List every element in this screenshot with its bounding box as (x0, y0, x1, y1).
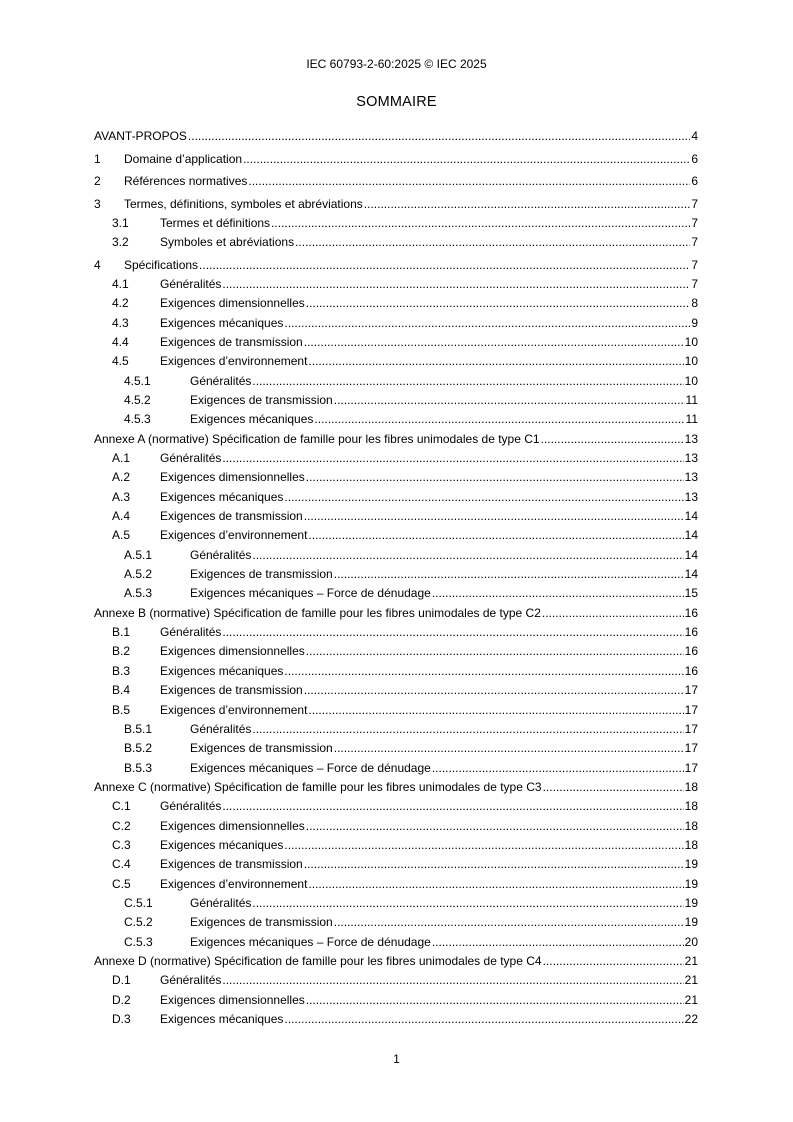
toc-leader-dots (432, 761, 684, 775)
toc-leader-dots (295, 235, 690, 249)
toc-entry-label: Exigences mécaniques (160, 1012, 284, 1026)
toc-entry-page: 10 (684, 354, 698, 369)
toc-entry[interactable] (94, 717, 698, 736)
document-header: IEC 60793-2-60:2025 © IEC 2025 (306, 57, 487, 71)
toc-entry-label: Exigences de transmission (160, 334, 303, 349)
toc-entry-page: 17 (684, 760, 698, 775)
toc-entry-number: B.4 (112, 683, 131, 698)
toc-entry-page: 13 (684, 431, 698, 446)
toc-leader-dots (284, 838, 683, 852)
toc-entry-number: B.3 (112, 663, 131, 678)
toc-entry-number: A.5.3 (124, 586, 153, 601)
toc-leader-dots (248, 174, 690, 188)
toc-leader-dots (306, 470, 684, 484)
toc-entry[interactable] (94, 891, 698, 910)
toc-leader-dots (284, 664, 683, 678)
toc-entry-number: B.5.1 (124, 721, 153, 736)
toc-entry-label: Exigences d’environnement (160, 528, 308, 543)
toc-entry-page: 18 (684, 818, 698, 833)
toc-entry-label: Généralités (190, 547, 252, 562)
toc-entry[interactable] (94, 755, 698, 774)
toc-entry[interactable] (94, 581, 698, 600)
toc-entry-page: 19 (684, 857, 698, 872)
toc-entry-page: 7 (691, 257, 698, 272)
toc-leader-dots (432, 586, 684, 600)
toc-entry[interactable] (94, 211, 698, 230)
toc-entry-number: 3.2 (112, 235, 129, 250)
toc-entry-page: 14 (684, 528, 698, 543)
toc-leader-dots (284, 1012, 683, 1026)
toc-entry-page: 21 (684, 953, 698, 968)
toc-entry-number: 4.3 (112, 315, 129, 330)
toc-entry[interactable] (94, 600, 698, 619)
toc-entry-number: C.5.1 (124, 895, 153, 910)
toc-entry-number: A.5.1 (124, 547, 153, 562)
toc-leader-dots (334, 741, 684, 755)
toc-entry-page: 7 (691, 196, 698, 211)
toc-entry-label: Généralités (160, 625, 222, 640)
toc-leader-dots (304, 509, 684, 523)
toc-entry[interactable] (94, 349, 698, 368)
toc-entry-page: 21 (684, 973, 698, 988)
toc-leader-dots (308, 354, 683, 368)
toc-entry-label: Généralités (190, 895, 252, 910)
toc-entry-number: 4.5.2 (124, 393, 151, 407)
toc-entry-page: 18 (684, 837, 698, 852)
toc-entry-label: Exigences mécaniques (190, 412, 314, 427)
toc-entry-label: Exigences mécaniques – Force de dénudage (190, 586, 431, 601)
toc-entry-page: 13 (684, 470, 698, 485)
toc-entry-label: Exigences de transmission (160, 857, 303, 872)
toc-entry-page: 16 (684, 663, 698, 678)
toc-entry-page: 10 (684, 334, 698, 349)
toc-entry[interactable] (94, 542, 698, 561)
toc-entry[interactable] (94, 388, 698, 407)
toc-leader-dots (308, 877, 683, 891)
toc-entry-label: Exigences d’environnement (160, 876, 308, 891)
toc-entry-label: Exigences dimensionnelles (160, 992, 305, 1007)
toc-entry-number: 4.4 (112, 334, 129, 349)
toc-entry-number: 4.2 (112, 296, 129, 311)
toc-entry[interactable] (94, 736, 698, 755)
toc-leader-dots (306, 819, 684, 833)
toc-entry-number: 1 (94, 151, 101, 166)
toc-leader-dots (334, 393, 685, 407)
toc-entry-label: Exigences de transmission (160, 509, 303, 524)
toc-entry-number: 4.5.3 (124, 412, 151, 427)
toc-leader-dots (541, 432, 684, 446)
toc-entry[interactable] (94, 871, 698, 890)
toc-entry-label: Domaine d’application (124, 151, 243, 166)
toc-entry-label: Exigences de transmission (160, 683, 303, 698)
toc-entry-number: A.5.2 (124, 567, 153, 582)
toc-entry-page: 17 (684, 721, 698, 736)
toc-leader-dots (188, 129, 690, 143)
toc-entry-label: Exigences de transmission (190, 393, 333, 407)
toc-entry-number: B.2 (112, 644, 131, 659)
toc-entry-number: 4.5 (112, 354, 129, 369)
toc-entry[interactable] (94, 910, 698, 929)
toc-entry-number: D.2 (112, 992, 131, 1007)
toc-leader-dots (306, 296, 691, 310)
toc-entry-page: 13 (684, 489, 698, 504)
toc-entry[interactable] (94, 794, 698, 813)
toc-entry-label: Généralités (160, 276, 222, 291)
toc-entry-label: Exigences mécaniques (160, 837, 284, 852)
toc-entry-label: Termes, définitions, symboles et abréviations (124, 196, 363, 211)
toc-entry-page: 20 (684, 934, 698, 949)
toc-entry-label: AVANT-PROPOS (94, 129, 187, 144)
toc-entry-number: D.3 (112, 1012, 131, 1026)
toc-entry-label: Symboles et abréviations (160, 235, 295, 250)
toc-entry-number: A.2 (112, 470, 131, 485)
toc-entry-page: 14 (684, 509, 698, 524)
toc-leader-dots (243, 152, 690, 166)
toc-leader-dots (222, 799, 683, 813)
toc-entry[interactable] (94, 833, 698, 852)
toc-entry[interactable] (94, 407, 698, 426)
toc-entry-number: C.1 (112, 799, 131, 814)
toc-entry[interactable] (94, 620, 698, 639)
toc-entry-number: A.5 (112, 528, 131, 543)
toc-entry[interactable] (94, 310, 698, 329)
toc-entry-label: Annexe B (normative) Spécification de famille pour les fibres unimodales de type C2 (94, 605, 541, 620)
toc-entry-page: 19 (684, 895, 698, 910)
toc-entry-page: 8 (691, 296, 698, 311)
toc-entry-number: 4.5.1 (124, 373, 151, 388)
toc-entry[interactable] (94, 562, 698, 581)
toc-entry-label: Termes et définitions (160, 215, 271, 230)
toc-leader-dots (222, 277, 690, 291)
toc-leader-dots (199, 258, 690, 272)
toc-leader-dots (364, 197, 691, 211)
toc-leader-dots (308, 528, 683, 542)
toc-entry-number: C.5 (112, 876, 131, 891)
toc-entry-label: Exigences dimensionnelles (160, 296, 305, 311)
toc-entry-page: 11 (685, 393, 698, 407)
toc-leader-dots (334, 915, 684, 929)
toc-entry-page: 6 (691, 174, 698, 189)
toc-entry-page: 7 (691, 215, 698, 230)
toc-leader-dots (252, 548, 683, 562)
toc-entry-page: 6 (691, 151, 698, 166)
toc-entry-label: Exigences de transmission (190, 915, 333, 930)
toc-entry-page: 7 (691, 235, 698, 250)
toc-entry-page: 18 (684, 779, 698, 794)
toc-leader-dots (543, 780, 684, 794)
toc-entry-number: 3.1 (112, 215, 129, 230)
toc-entry-label: Exigences mécaniques (160, 489, 284, 504)
toc-entry-page: 15 (684, 586, 698, 601)
toc-entry-label: Généralités (160, 799, 222, 814)
toc-entry[interactable] (94, 775, 698, 794)
toc-leader-dots (306, 644, 684, 658)
toc-entry-number: 4.1 (112, 276, 129, 291)
toc-entry[interactable] (94, 143, 698, 165)
toc-entry-page: 4 (691, 129, 698, 144)
toc-entry-page: 14 (684, 547, 698, 562)
toc-entry-number: B.5.3 (124, 760, 153, 775)
toc-entry[interactable] (94, 291, 698, 310)
toc-leader-dots (252, 374, 683, 388)
toc-entry-number: B.5 (112, 702, 131, 717)
toc-entry-number: A.1 (112, 451, 131, 466)
toc-entry-label: Généralités (160, 451, 222, 466)
toc-entry-number: C.4 (112, 857, 131, 872)
toc-entry[interactable] (94, 504, 698, 523)
toc-entry[interactable] (94, 249, 698, 271)
toc-entry[interactable] (94, 230, 698, 249)
toc-entry-page: 11 (685, 412, 698, 427)
toc-entry-label: Exigences mécaniques – Force de dénudage (190, 760, 431, 775)
toc-entry[interactable] (94, 368, 698, 387)
toc-entry[interactable] (94, 697, 698, 716)
toc-entry-label: Exigences de transmission (190, 567, 333, 582)
toc-leader-dots (542, 606, 684, 620)
toc-entry-page: 17 (684, 741, 698, 756)
toc-leader-dots (306, 993, 684, 1007)
toc-entry-label: Généralités (190, 721, 252, 736)
table-of-contents (94, 124, 698, 1026)
page-number: 1 (393, 1052, 400, 1066)
toc-entry-label: Références normatives (124, 174, 248, 189)
toc-entry-page: 7 (691, 276, 698, 291)
toc-entry[interactable] (94, 272, 698, 291)
toc-leader-dots (252, 722, 683, 736)
toc-entry-number: A.3 (112, 489, 131, 504)
toc-entry-number: 2 (94, 174, 101, 189)
toc-leader-dots (432, 935, 684, 949)
toc-entry-number: C.5.3 (124, 934, 153, 949)
toc-entry[interactable] (94, 968, 698, 987)
toc-leader-dots (304, 335, 684, 349)
toc-entry[interactable] (94, 813, 698, 832)
toc-entry-page: 19 (684, 876, 698, 891)
toc-entry[interactable] (94, 639, 698, 658)
toc-leader-dots (304, 683, 684, 697)
toc-entry-label: Exigences dimensionnelles (160, 818, 305, 833)
toc-entry[interactable] (94, 658, 698, 677)
toc-entry[interactable] (94, 987, 698, 1006)
toc-entry-label: Exigences d’environnement (160, 354, 308, 369)
toc-entry[interactable] (94, 166, 698, 188)
toc-leader-dots (284, 490, 683, 504)
toc-entry-number: C.2 (112, 818, 131, 833)
toc-entry-page: 16 (684, 644, 698, 659)
toc-leader-dots (222, 451, 683, 465)
toc-entry[interactable] (94, 523, 698, 542)
toc-leader-dots (304, 857, 684, 871)
toc-entry[interactable] (94, 484, 698, 503)
toc-entry-label: Spécifications (124, 257, 199, 272)
toc-entry-label: Exigences dimensionnelles (160, 644, 305, 659)
toc-entry[interactable] (94, 1007, 698, 1026)
toc-entry-label: Exigences de transmission (190, 741, 333, 756)
toc-leader-dots (222, 625, 683, 639)
toc-leader-dots (308, 703, 683, 717)
toc-leader-dots (222, 973, 683, 987)
toc-entry-page: 22 (684, 1012, 698, 1026)
toc-entry-label: Annexe C (normative) Spécification de famille pour les fibres unimodales de type C3 (94, 779, 542, 794)
toc-entry-page: 16 (684, 605, 698, 620)
toc-entry[interactable] (94, 949, 698, 968)
toc-entry-number: 3 (94, 196, 101, 211)
toc-entry-page: 10 (684, 373, 698, 388)
toc-entry[interactable] (94, 678, 698, 697)
toc-entry-number: 4 (94, 257, 101, 272)
toc-entry-number: C.3 (112, 837, 131, 852)
toc-entry-label: Exigences mécaniques (160, 315, 284, 330)
toc-entry[interactable] (94, 330, 698, 349)
toc-leader-dots (334, 567, 684, 581)
toc-entry-page: 17 (684, 702, 698, 717)
toc-entry-page: 14 (684, 567, 698, 582)
toc-entry-label: Exigences d’environnement (160, 702, 308, 717)
toc-entry-number: D.1 (112, 973, 131, 988)
toc-leader-dots (271, 216, 690, 230)
toc-entry-page: 16 (684, 625, 698, 640)
toc-entry-page: 9 (691, 315, 698, 330)
toc-entry-page: 17 (684, 683, 698, 698)
page-title: SOMMAIRE (356, 94, 437, 110)
toc-entry-page: 19 (684, 915, 698, 930)
toc-entry-label: Généralités (160, 973, 222, 988)
toc-entry[interactable] (94, 124, 698, 143)
toc-entry-label: Exigences mécaniques (160, 663, 284, 678)
toc-entry-page: 18 (684, 799, 698, 814)
toc-leader-dots (314, 412, 684, 426)
toc-entry-label: Exigences dimensionnelles (160, 470, 305, 485)
toc-leader-dots (284, 316, 690, 330)
toc-entry-number: A.4 (112, 509, 131, 524)
toc-leader-dots (252, 896, 683, 910)
toc-entry[interactable] (94, 426, 698, 445)
toc-entry-label: Annexe D (normative) Spécification de famille pour les fibres unimodales de type C4 (94, 953, 542, 968)
toc-entry[interactable] (94, 852, 698, 871)
toc-entry-number: B.1 (112, 625, 131, 640)
toc-entry-page: 13 (684, 451, 698, 466)
toc-entry-page: 21 (684, 992, 698, 1007)
toc-entry[interactable] (94, 446, 698, 465)
toc-entry[interactable] (94, 465, 698, 484)
toc-leader-dots (543, 954, 684, 968)
toc-entry-label: Généralités (190, 373, 252, 388)
toc-entry-label: Exigences mécaniques – Force de dénudage (190, 934, 431, 949)
toc-entry[interactable] (94, 929, 698, 948)
toc-entry-label: Annexe A (normative) Spécification de famille pour les fibres unimodales de type C1 (94, 431, 540, 446)
toc-entry-number: B.5.2 (124, 741, 153, 756)
toc-entry-number: C.5.2 (124, 915, 153, 930)
toc-entry[interactable] (94, 188, 698, 210)
